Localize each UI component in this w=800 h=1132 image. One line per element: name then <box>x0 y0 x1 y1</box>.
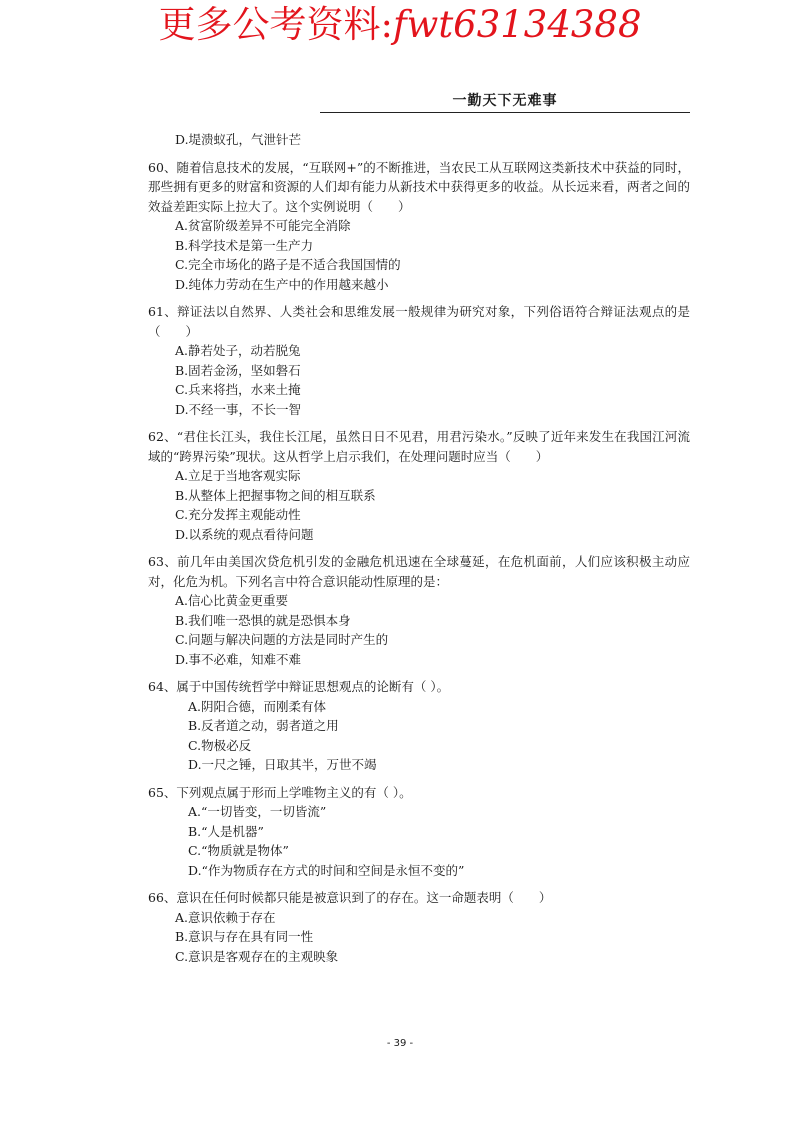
option-a: A.立足于当地客观实际 <box>175 468 301 483</box>
option-a: A.阴阳合德，而刚柔有体 <box>188 698 327 714</box>
running-head: 一勤天下无难事 <box>452 93 558 109</box>
option-d: D.事不必难，知难不难 <box>175 651 302 667</box>
question-61 <box>148 302 690 419</box>
question-stem: 66、意识在任何时候都只能是被意识到了的存在。这一命题表明（ ） <box>148 890 552 905</box>
option-a: A.意识依赖于存在 <box>175 909 276 925</box>
question-66 <box>148 888 690 966</box>
question-60 <box>148 158 690 295</box>
option-a: A.贫富阶级差异不可能完全消除 <box>175 218 351 233</box>
header-rule <box>320 112 690 113</box>
question-stem: 63、前几年由美国次贷危机引发的金融危机迅速在全球蔓延，在危机面前，人们应该积极主动应对，化危为机。下列名言中符合意识能动性原理的是： <box>148 554 690 589</box>
option-b: B.我们唯一恐惧的就是恐惧本身 <box>175 612 351 628</box>
watermark-prefix: 更多公考资料: <box>158 3 393 46</box>
option-b: B.科学技术是第一生产力 <box>175 237 314 253</box>
watermark <box>0 2 800 48</box>
question-stem: 62、“君住长江头，我住长江尾，虽然日日不见君，用君污染水。”反映了近年来发生在我国江河流域的“跨界污染”现状。这从哲学上启示我们，在处理问题时应当（ ） <box>148 429 690 464</box>
question-stem: 60、随着信息技术的发展，“互联网+”的不断推进，当农民工从互联网这类新技术中获益的同时，那些拥有更多的财富和资源的人们却有能力从新技术中获得更多的收益。从长远来看，两者之间的效益差距实际上拉大了。这个实例说明（ ） <box>148 159 690 214</box>
question-62 <box>148 427 690 544</box>
question-stem: 65、下列观点属于形而上学唯物主义的有（ ）。 <box>148 784 412 800</box>
question-stem: 64、属于中国传统哲学中辩证思想观点的论断有（ ）。 <box>148 679 450 694</box>
question-64 <box>148 677 690 775</box>
option-d: D.不经一事，不长一智 <box>175 401 302 417</box>
page-content <box>148 130 690 966</box>
option-c: C.物极必反 <box>188 737 252 753</box>
option-c: C.兵来将挡，水来土掩 <box>175 382 301 397</box>
question-stem: 61、辩证法以自然界、人类社会和思维发展一般规律为研究对象，下列俗语符合辩证法观点的是（ ） <box>148 304 690 339</box>
option-a: A.信心比黄金更重要 <box>175 593 289 608</box>
option-b: B.固若金汤，坚如磐石 <box>175 362 301 378</box>
option-c: C.问题与解决问题的方法是同时产生的 <box>175 632 389 647</box>
option-c: C.“物质就是物体” <box>188 843 289 858</box>
option-d: D.纯体力劳动在生产中的作用越来越小 <box>175 276 389 292</box>
option-b: B.“人是机器” <box>188 823 264 839</box>
option-b: B.意识与存在具有同一性 <box>175 929 314 944</box>
question-65 <box>148 783 690 881</box>
option-b: B.反者道之动，弱者道之用 <box>188 718 339 733</box>
option-a: A.“一切皆变，一切皆流” <box>188 804 327 819</box>
page-number: - 39 - <box>386 1038 414 1049</box>
option-d: D.“作为物质存在方式的时间和空间是永恒不变的” <box>188 862 465 878</box>
option-b: B.从整体上把握事物之间的相互联系 <box>175 487 376 503</box>
option-d: D.一尺之锤，日取其半，万世不竭 <box>188 757 377 772</box>
question-63 <box>148 552 690 669</box>
option-c: C.充分发挥主观能动性 <box>175 507 301 522</box>
option-a: A.静若处子，动若脱兔 <box>175 343 301 358</box>
watermark-contact: fwt63134388 <box>392 3 642 46</box>
option-c: C.意识是客观存在的主观映象 <box>175 948 339 964</box>
carryover-option: D.堤溃蚁孔，气泄针芒 <box>175 132 302 147</box>
option-d: D.以系统的观点看待问题 <box>175 526 314 542</box>
option-c: C.完全市场化的路子是不适合我国国情的 <box>175 257 401 272</box>
